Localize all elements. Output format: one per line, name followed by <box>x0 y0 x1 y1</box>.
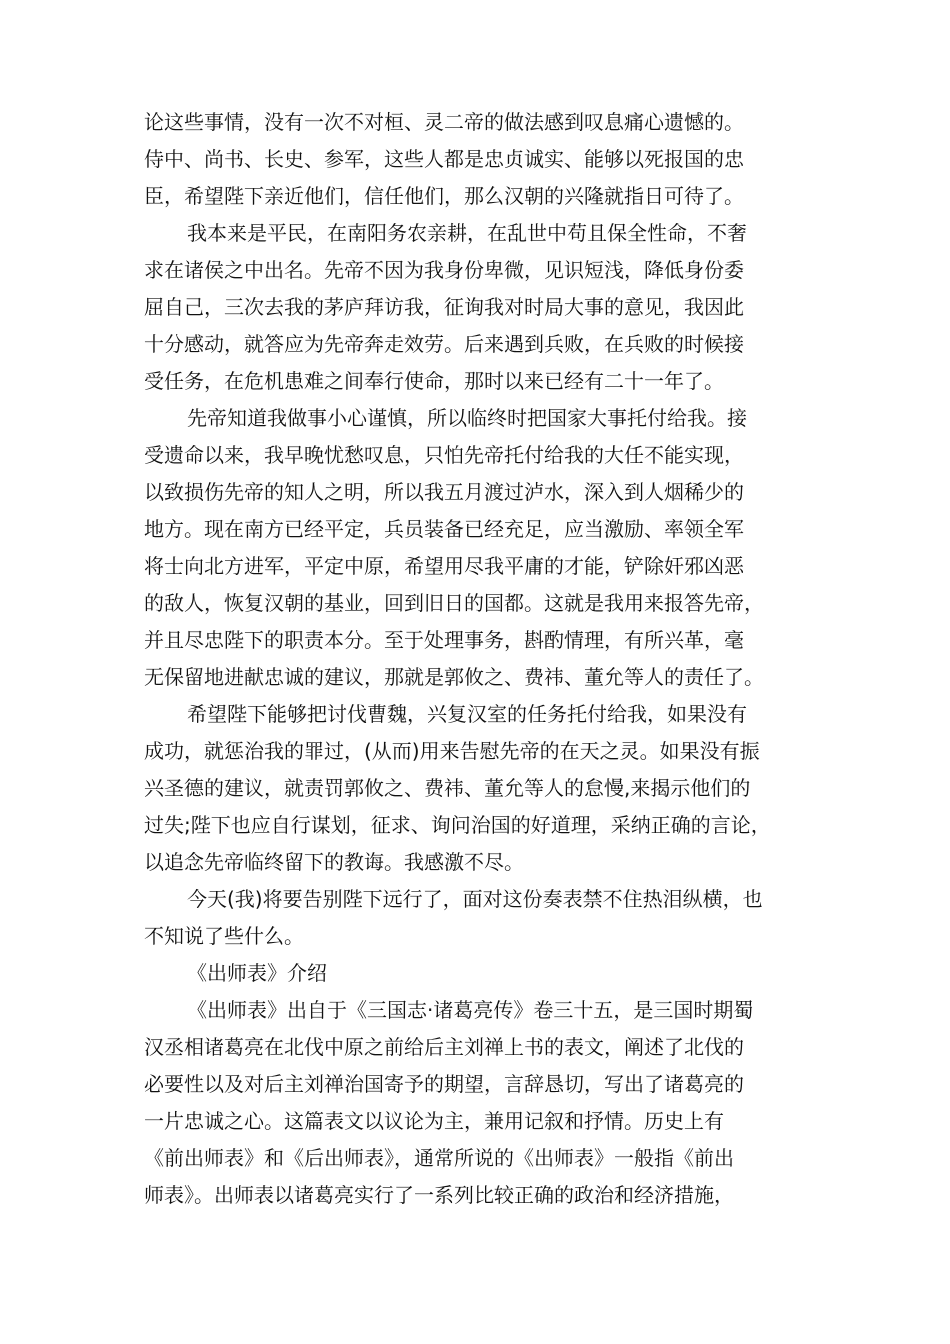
text-line-27: 必要性以及对后主刘禅治国寄予的期望，言辞恳切，写出了诸葛亮的 <box>144 1072 744 1096</box>
text-line-15: 并且尽忠陛下的职责本分。至于处理事务，斟酌情理，有所兴革，毫 <box>144 628 744 652</box>
text-line-7: 十分感动，就答应为先帝奔走效劳。后来遇到兵败，在兵败的时候接 <box>144 332 744 356</box>
document-body <box>144 104 814 1214</box>
text-line-1: 论这些事情，没有一次不对桓、灵二帝的做法感到叹息痛心遗憾的。 <box>144 110 744 134</box>
text-line-16: 无保留地进献忠诚的建议，那就是郭攸之、费祎、董允等人的责任了。 <box>144 665 764 689</box>
text-line-6: 屈自己，三次去我的茅庐拜访我，征询我对时局大事的意见，我因此 <box>144 295 744 319</box>
text-line-3: 臣，希望陛下亲近他们，信任他们，那么汉朝的兴隆就指日可待了。 <box>144 184 744 208</box>
text-line-30: 师表》。出师表以诸葛亮实行了一系列比较正确的政治和经济措施， <box>144 1183 734 1207</box>
text-line-11: 以致损伤先帝的知人之明，所以我五月渡过泸水，深入到人烟稀少的 <box>144 480 744 504</box>
text-line-10: 受遗命以来，我早晚忧愁叹息，只怕先帝托付给我的大任不能实现， <box>144 443 744 467</box>
text-line-28: 一片忠诚之心。这篇表文以议论为主，兼用记叙和抒情。历史上有 <box>144 1109 724 1133</box>
text-line-21: 以追念先帝临终留下的教诲。我感激不尽。 <box>144 850 524 874</box>
text-line-17: 希望陛下能够把讨伐曹魏，兴复汉室的任务托付给我，如果没有 <box>187 702 747 726</box>
text-line-23: 不知说了些什么。 <box>144 924 304 948</box>
section-heading: 《出师表》介绍 <box>187 961 327 985</box>
text-line-18: 成功，就惩治我的罪过，(从而)用来告慰先帝的在天之灵。如果没有振 <box>144 739 760 763</box>
text-line-4: 我本来是平民，在南阳务农亲耕，在乱世中苟且保全性命，不奢 <box>187 221 747 245</box>
text-line-12: 地方。现在南方已经平定，兵员装备已经充足，应当激励、率领全军 <box>144 517 744 541</box>
text-line-5: 求在诸侯之中出名。先帝不因为我身份卑微，见识短浅，降低身份委 <box>144 258 744 282</box>
text-line-9: 先帝知道我做事小心谨慎，所以临终时把国家大事托付给我。接 <box>187 406 747 430</box>
text-line-25: 《出师表》出自于《三国志·诸葛亮传》卷三十五，是三国时期蜀 <box>187 998 754 1022</box>
text-line-14: 的敌人，恢复汉朝的基业，回到旧日的国都。这就是我用来报答先帝， <box>144 591 764 615</box>
text-line-29: 《前出师表》和《后出师表》，通常所说的《出师表》一般指《前出 <box>144 1146 734 1170</box>
text-line-8: 受任务，在危机患难之间奉行使命，那时以来已经有二十一年了。 <box>144 369 724 393</box>
text-line-22: 今天(我)将要告别陛下远行了，面对这份奏表禁不住热泪纵横，也 <box>187 887 763 911</box>
text-line-20: 过失;陛下也应自行谋划，征求、询问治国的好道理，采纳正确的言论， <box>144 813 771 837</box>
text-line-13: 将士向北方进军，平定中原，希望用尽我平庸的才能，铲除奸邪凶恶 <box>144 554 744 578</box>
text-line-19: 兴圣德的建议，就责罚郭攸之、费祎、董允等人的怠慢,来揭示他们的 <box>144 776 751 800</box>
text-line-2: 侍中、尚书、长史、参军，这些人都是忠贞诚实、能够以死报国的忠 <box>144 147 744 171</box>
text-line-26: 汉丞相诸葛亮在北伐中原之前给后主刘禅上书的表文，阐述了北伐的 <box>144 1035 744 1059</box>
